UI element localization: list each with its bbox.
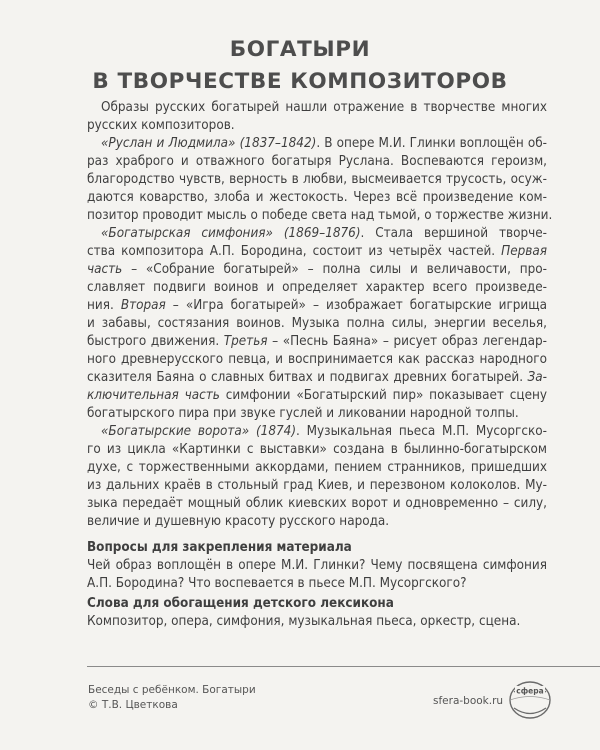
ruslan-paragraph-line: раз храброго и отважного богатыря Руслана. Воспеваются героизм, [87,154,547,169]
ruslan-paragraph-line: благородство чувств, верность в любви, высмеивается трусость, осуж- [87,172,547,187]
symphony-paragraph-line: часть – «Собрание богатырей» – полна силы и величавости, про- [87,262,547,277]
questions-line: А.П. Бородина? Что воспевается в пьесе М.П. Мусоргского? [87,576,467,591]
symphony-paragraph-line: сказителя Баяна о славных битвах и подвигах древних богатырей. За- [87,370,547,385]
vocabulary-line: Композитор, опера, симфония, музыкальная пьеса, оркестр, сцена. [87,614,521,629]
intro-line: русских композиторов. [87,118,235,133]
copyright: © Т.В. Цветкова [88,699,178,711]
article-body [87,99,553,631]
gate-paragraph-line: величие и душевную красоту русского народа. [87,514,390,529]
footer-credits [88,683,256,713]
title-line-1: БОГАТЫРИ [229,37,371,62]
sfera-logo-icon [506,677,556,721]
work-title: «Богатырская симфония» (1869–1876) [101,226,361,241]
symphony-paragraph-line: «Богатырская симфония» (1869–1876). Стала вершиной творче- [101,226,547,241]
symphony-paragraph-line: славляет подвиги воинов и определяет характер всего произведе- [87,280,547,295]
gate-paragraph-line: го из цикла «Картинки с выставки» создана в былинно-богатырском [87,442,547,457]
gate-paragraph-line: «Богатырские ворота» (1874). Музыкальная пьеса М.П. Мусоргско- [101,424,547,439]
gate-paragraph-line: из дальних краёв в стольный град Киев, и перезвоном колоколов. Му- [87,478,547,493]
symphony-paragraph-line: богатырского пира при звуке гуслей и ликовании народной толпы. [87,406,519,421]
ruslan-paragraph-line: «Руслан и Людмила» (1837–1842). В опере М.И. Глинки воплощён об- [101,136,547,151]
ruslan-paragraph-line: даются коварство, злоба и жестокость. Через всё произведение ком- [87,190,547,205]
symphony-paragraph-line: ного древнерусского певца, и воспринимается как рассказ народного [87,352,547,367]
gate-paragraph-line: духе, с торжественными аккордами, пением странников, пришедших [87,460,547,475]
series-title: Беседы с ребёнком. Богатыри [88,684,256,696]
questions-heading: Вопросы для закрепления материала [87,540,352,555]
vocabulary-heading: Слова для обогащения детского лексикона [87,596,394,611]
title-line-2: В ТВОРЧЕСТВЕ КОМПОЗИТОРОВ [92,69,508,94]
intro-line: Образы русских богатырей нашли отражение в творчестве многих [101,100,547,115]
publisher-site: sfera-book.ru [433,695,504,707]
ruslan-paragraph-line: позитор проводит мысль о победе света над тьмой, о торжестве жизни. [87,208,553,223]
symphony-paragraph-line: ния. Вторая – «Игра богатырей» – изображает богатырские игрища [87,298,547,313]
symphony-paragraph-line: быстрого движения. Третья – «Песнь Баяна» – рисует образ легендар- [87,334,547,349]
gate-paragraph-line: зыка передаёт мощный облик киевских ворот и одновременно – силу, [87,496,547,511]
questions-line: Чей образ воплощён в опере М.И. Глинки? Чему посвящена симфония [87,558,547,573]
symphony-paragraph-line: ключительная часть симфонии «Богатырский пир» показывает сцену [87,388,548,403]
page-title [0,34,600,98]
symphony-paragraph-line: и забавы, состязания воинов. Музыка полна силы, энергии веселья, [87,316,547,331]
logo-text: сфера [516,686,544,696]
work-title: «Богатырские ворота» (1874) [101,424,297,439]
work-title: «Руслан и Людмила» (1837–1842) [101,136,317,151]
footer-divider [87,666,600,667]
symphony-paragraph-line: ства композитора А.П. Бородина, состоит из четырёх частей. Первая [87,244,547,259]
